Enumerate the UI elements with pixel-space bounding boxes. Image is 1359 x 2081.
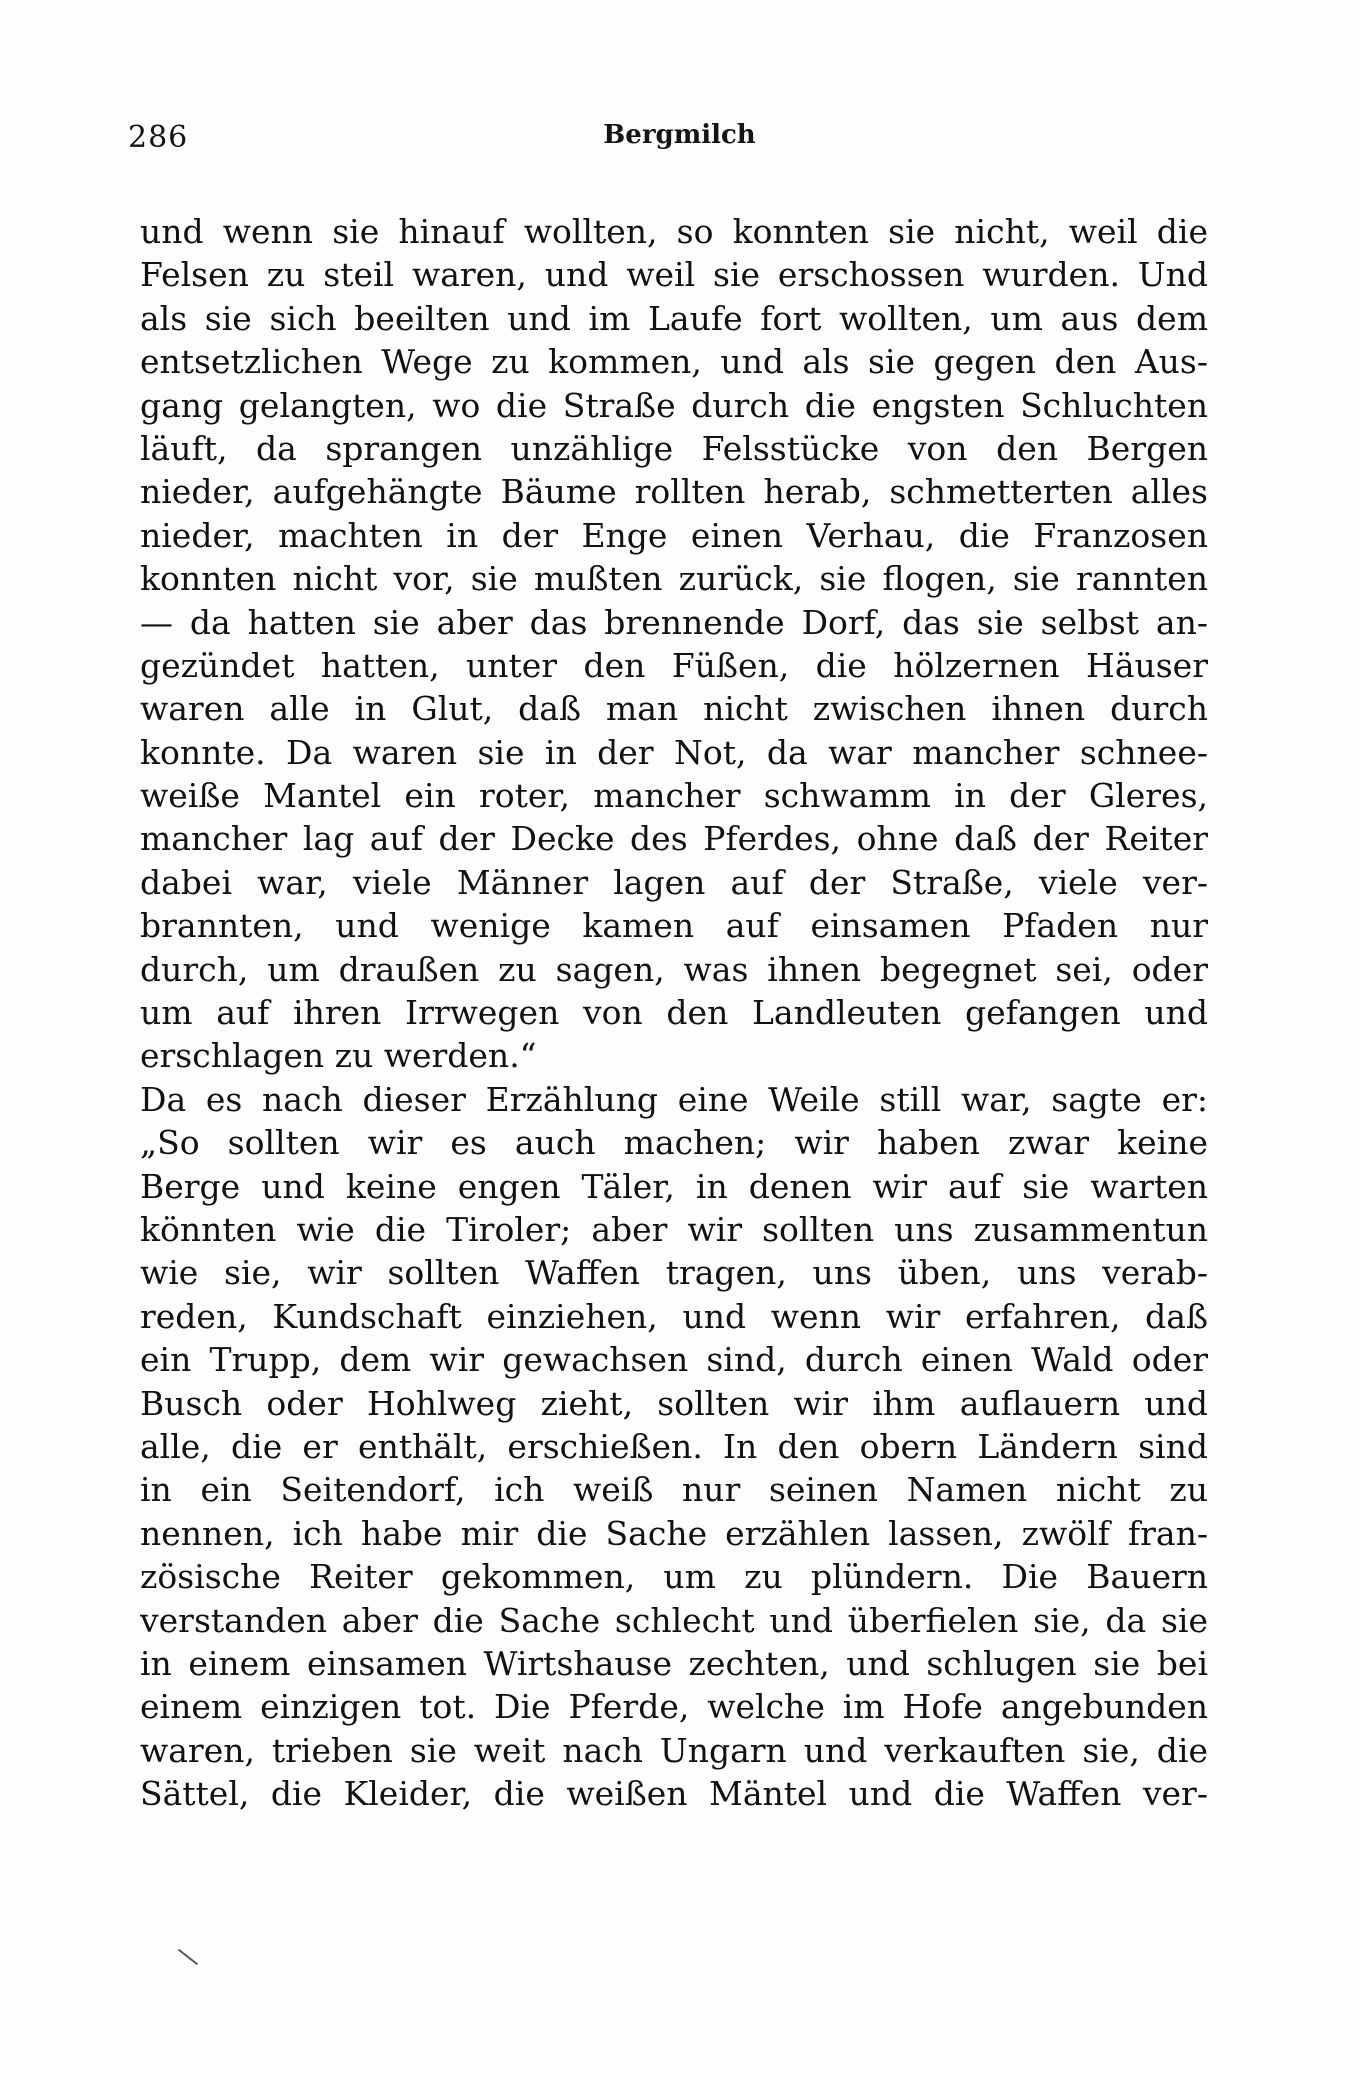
text-line: alle, die er enthält, erschießen. In den obern Ländern sind	[140, 1426, 1208, 1466]
text-line: gezündet hatten, unter den Füßen, die hölzernen Häuser	[140, 645, 1208, 685]
text-line: nieder, machten in der Enge einen Verhau, die Franzosen	[140, 515, 1208, 555]
text-line: Sättel, die Kleider, die weißen Mäntel und die Waffen ver-	[140, 1774, 1208, 1814]
text-line: um auf ihren Irrwegen von den Landleuten gefangen und	[140, 993, 1208, 1033]
text-line: durch, um draußen zu sagen, was ihnen begegnet sei, oder	[140, 949, 1208, 989]
text-line: konnten nicht vor, sie mußten zurück, sie flogen, sie rannten	[140, 559, 1208, 599]
text-line: in ein Seitendorf, ich weiß nur seinen Namen nicht zu	[140, 1470, 1208, 1510]
text-line: Da es nach dieser Erzählung eine Weile still war, sagte er:	[140, 1079, 1208, 1119]
text-line: — da hatten sie aber das brennende Dorf, das sie selbst an-	[140, 602, 1208, 642]
text-line: Busch oder Hohlweg zieht, sollten wir ihm auflauern und	[140, 1383, 1208, 1423]
running-title: Bergmilch	[603, 120, 756, 150]
text-line: nieder, aufgehängte Bäume rollten herab, schmetterten alles	[140, 472, 1208, 512]
text-line: einem einzigen tot. Die Pferde, welche im Hofe angebunden	[140, 1687, 1208, 1727]
text-line: läuft, da sprangen unzählige Felsstücke von den Bergen	[140, 428, 1208, 468]
text-line: dabei war, viele Männer lagen auf der Straße, viele ver-	[140, 862, 1208, 902]
text-line: entsetzlichen Wege zu kommen, und als sie gegen den Aus-	[140, 342, 1208, 382]
text-line: brannten, und wenige kamen auf einsamen Pfaden nur	[140, 906, 1208, 946]
text-line: Felsen zu steil waren, und weil sie erschossen wurden. Und	[140, 255, 1208, 295]
text-line: reden, Kundschaft einziehen, und wenn wir erfahren, daß	[140, 1296, 1208, 1336]
text-line: könnten wie die Tiroler; aber wir sollten uns zusammentun	[140, 1209, 1208, 1249]
text-line: waren alle in Glut, daß man nicht zwischen ihnen durch	[140, 689, 1208, 729]
text-line: und wenn sie hinauf wollten, so konnten sie nicht, weil die	[140, 212, 1208, 251]
text-line: verstanden aber die Sache schlecht und überfielen sie, da sie	[140, 1600, 1208, 1640]
scan-mark	[178, 1949, 198, 1965]
text-line: in einem einsamen Wirtshause zechten, und schlugen sie bei	[140, 1643, 1208, 1683]
text-line: gang gelangten, wo die Straße durch die engsten Schluchten	[140, 385, 1208, 425]
body-text	[140, 210, 1208, 1815]
text-line: „So sollten wir es auch machen; wir haben zwar keine	[140, 1123, 1208, 1163]
text-line: als sie sich beeilten und im Laufe fort wollten, um aus dem	[140, 298, 1208, 338]
text-line: wie sie, wir sollten Waffen tragen, uns üben, uns verab-	[140, 1253, 1208, 1293]
text-line: nennen, ich habe mir die Sache erzählen lassen, zwölf fran-	[140, 1513, 1208, 1553]
text-line: zösische Reiter gekommen, um zu plündern. Die Bauern	[140, 1557, 1208, 1597]
text-line: ein Trupp, dem wir gewachsen sind, durch einen Wald oder	[140, 1340, 1208, 1380]
text-line: mancher lag auf der Decke des Pferdes, ohne daß der Reiter	[140, 819, 1208, 859]
text-line: Berge und keine engen Täler, in denen wir auf sie warten	[140, 1166, 1208, 1206]
text-line: konnte. Da waren sie in der Not, da war mancher schnee-	[140, 732, 1208, 772]
page-number: 286	[128, 120, 189, 155]
text-line: weiße Mantel ein roter, mancher schwamm in der Gleres,	[140, 776, 1208, 816]
text-line: erschlagen zu werden.“	[140, 1036, 537, 1076]
text-line: waren, trieben sie weit nach Ungarn und verkauften sie, die	[140, 1730, 1208, 1770]
